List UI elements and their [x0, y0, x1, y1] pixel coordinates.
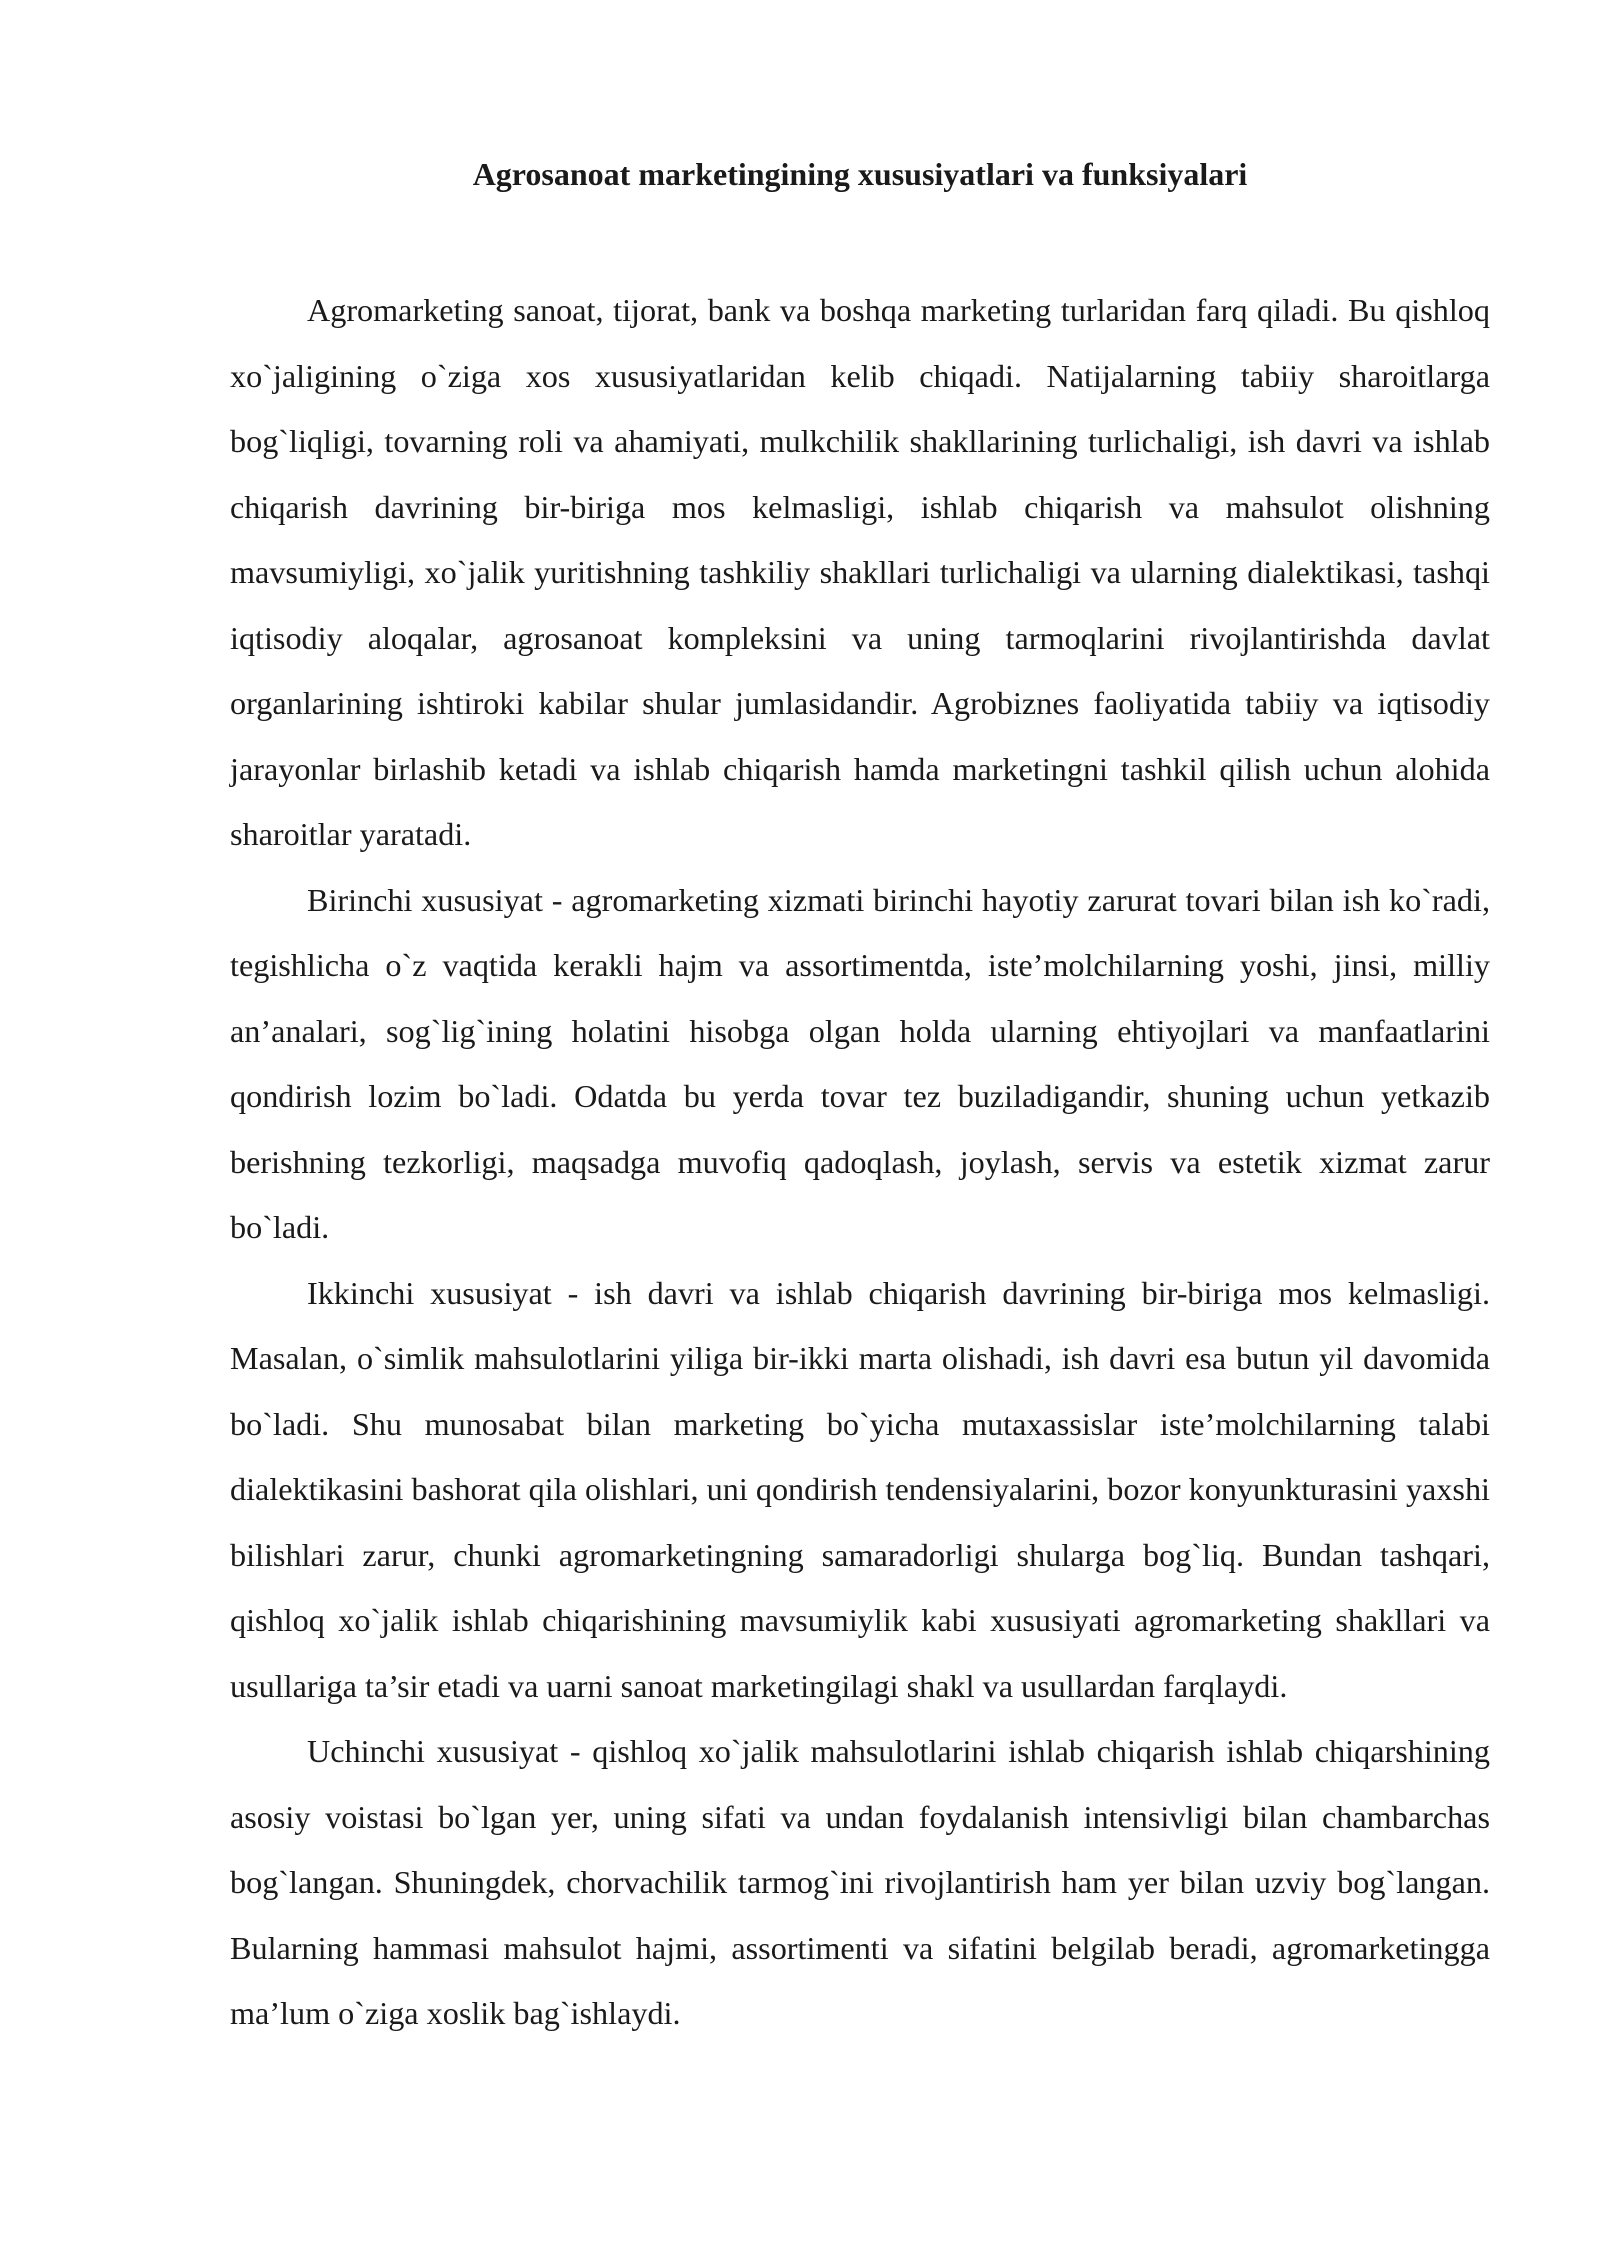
paragraph-3: Ikkinchi xususiyat - ish davri va ishlab chiqarish davrining bir-biriga mos kelmasligi. Masalan, o`simlik mahsulotlarini yiliga bir-ikki marta olishadi, ish davri esa butun yil davomida bo`ladi. Shu munosabat bilan marketing bo`yicha mutaxassislar iste’molchilarning talabi dialektikasini bashorat qila olishlari, uni qondirish tendensiyalarini, bozor konyunkturasini yaxshi bilishlari zarur, chunki agromarketingning samaradorligi shularga bog`liq. Bundan tashqari, qishloq xo`jalik ishlab chiqarishining mavsumiylik kabi xususiyati agromarketing shakllari va usullariga ta’sir etadi va uarni sanoat marketingilagi shakl va usullardan farqlaydi.	[230, 1274, 1490, 1704]
paragraph-4: Uchinchi xususiyat - qishloq xo`jalik mahsulotlarini ishlab chiqarish ishlab chiqarshining asosiy voistasi bo`lgan yer, uning sifati va undan foydalanish intensivligi bilan chambarchas bog`langan. Shuningdek, chorvachilik tarmog`ini rivojlantirish ham yer bilan uzviy bog`langan. Bularning hammasi mahsulot hajmi, assortimenti va sifatini belgilab beradi, agromarketingga ma’lum o`ziga xoslik bag`ishlaydi.	[230, 1733, 1490, 2031]
paragraph-2: Birinchi xususiyat - agromarketing xizmati birinchi hayotiy zarurat tovari bilan ish ko`radi, tegishlicha o`z vaqtida kerakli hajm va assortimentda, iste’molchilarning yoshi, jinsi, milliy an’analari, sog`lig`ining holatini hisobga olgan holda ularning ehtiyojlari va manfaatlarini qondirish lozim bo`ladi. Odatda bu yerda tovar tez buziladigandir, shuning uchun yetkazib berishning tezkorligi, maqsadga muvofiq qadoqlash, joylash, servis va estetik xizmat zarur bo`ladi.	[230, 881, 1490, 1245]
document-title: Agrosanoat marketingining xususiyatlari va funksiyalari	[472, 156, 1248, 192]
paragraph-1: Agromarketing sanoat, tijorat, bank va boshqa marketing turlaridan farq qiladi. Bu qishloq xo`jaligining o`ziga xos xususiyatlaridan kelib chiqadi. Natijalarning tabiiy sharoitlarga bog`liqligi, tovarning roli va ahamiyati, mulkchilik shakllarining turlichaligi, ish davri va ishlab chiqarish davrining bir-biriga mos kelmasligi, ishlab chiqarish va mahsulot olishning mavsumiyligi, xo`jalik yuritishning tashkiliy shakllari turlichaligi va ularning dialektikasi, tashqi iqtisodiy aloqalar, agrosanoat kompleksini va uning tarmoqlarini rivojlantirishda davlat organlarining ishtiroki kabilar shular jumlasidandir. Agrobiznes faoliyatida tabiiy va iqtisodiy jarayonlar birlashib ketadi va ishlab chiqarish hamda marketingni tashkil qilish uchun alohida sharoitlar yaratadi.	[230, 292, 1490, 852]
document-body	[230, 278, 1490, 2047]
